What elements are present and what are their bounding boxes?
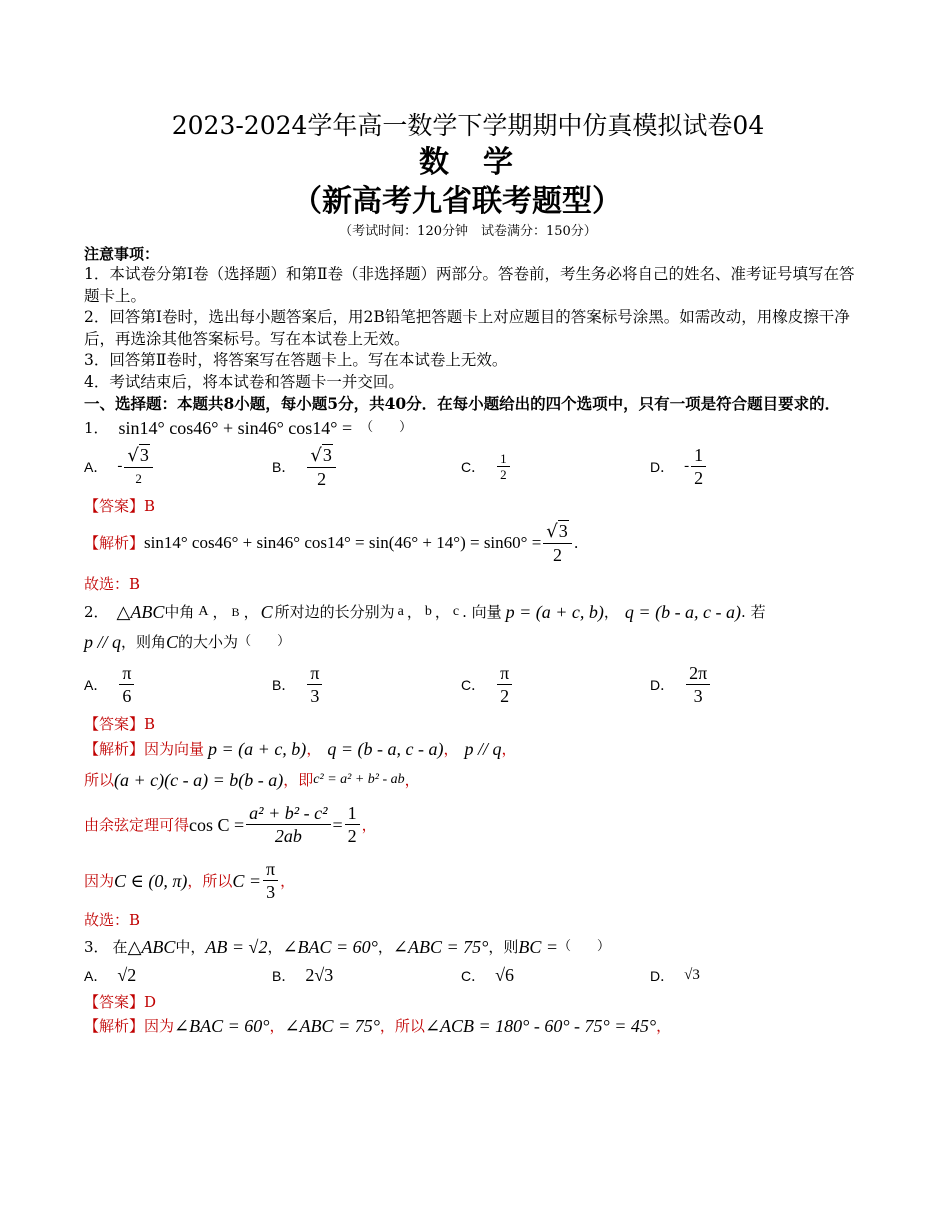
analysis-q2-line2: 所以 (a + c)(c - a) = b(b - a) ， 即 c² = a² + b² - ab ， [84, 769, 420, 790]
option-c: C． $\frac{1}{2}$ [461, 439, 512, 495]
exam-title: 2023-2024学年高一数学下学期期中仿真模拟试卷04 [171, 111, 765, 140]
option-d: D． - $\frac{1}{2}$ [650, 439, 708, 495]
option-b: B． 2√3 [272, 965, 334, 985]
exam-type-title: （新高考九省联考题型） [292, 184, 622, 219]
option-a: A． √2 [84, 965, 137, 985]
question-stem: sin14° cos46° + sin46° cos14° = [118, 417, 353, 438]
question-2: 2． △ABC 中角 A ， B ， C 所对边的长分别为 a ， b ， c . 向量 p = (a + c, b) ， q = (b - a, c - a) . 若 [84, 601, 766, 622]
question-2-cont: p // q ，则角 C 的大小为 （ ） [84, 631, 291, 652]
question-number: 1． [84, 418, 109, 437]
option-b: B． $\frac{\pi}{3}$ [272, 657, 324, 713]
note-item: 4．考试结束后，将本试卷和答题卡一并交回。 [84, 372, 404, 391]
option-a: A． - $\frac{√3}{2}$ [84, 439, 155, 495]
option-a: A． $\frac{\pi}{6}$ [84, 657, 136, 713]
options-q2 [84, 657, 864, 713]
option-d: D． √3 [650, 967, 700, 984]
option-b: B． $\frac{√3}{2}$ [272, 439, 338, 495]
exam-page [84, 108, 864, 1039]
note-item: 2．回答第Ⅰ卷时，选出每小题答案后，用2B铅笔把答题卡上对应题目的答案标号涂黑。如需改动，用橡皮擦干净后，再选涂其他答案标号。写在本试卷上无效。 [84, 308, 850, 348]
conclusion-q1: 故选：B [84, 574, 141, 593]
section-heading: 一、选择题：本题共8小题，每小题5分，共40分．在每小题给出的四个选项中，只有一项是符合题目要求的． [84, 394, 841, 413]
options-q3 [84, 961, 864, 991]
answer-paren: （ ） [360, 419, 413, 435]
analysis-q1: 【解析】 sin14° cos46° + sin46° cos14° = sin(46° + 14°) = sin60° = $\frac{√3}{2}$ . [84, 520, 579, 565]
question-1 [84, 417, 864, 439]
note-item: 1．本试卷分第Ⅰ卷（选择题）和第Ⅱ卷（非选择题）两部分。答卷前，考生务必将自己的姓名、准考证号填写在答题卡上。 [84, 265, 855, 305]
option-c: C． $\frac{\pi}{2}$ [461, 657, 514, 713]
option-d: D． $\frac{2\pi}{3}$ [650, 657, 712, 713]
options-q1 [84, 439, 864, 495]
answer-q2: 【答案】B [84, 714, 156, 733]
question-3: 3． 在 △ABC 中， AB = √2 ， ∠BAC = 60° ， ∠ABC = 75° ，则 BC = （ ） [84, 936, 611, 957]
note-item: 3．回答第Ⅱ卷时，将答案写在答题卡上。写在本试卷上无效。 [84, 351, 508, 369]
conclusion-q2: 故选：B [84, 910, 141, 929]
analysis-q3-line1: 【解析】 因为 ∠BAC = 60° ， ∠ABC = 75° ，所以 ∠ACB = 180° - 60° - 75° = 45° ， [84, 1015, 672, 1036]
answer-q1: 【答案】B [84, 496, 156, 515]
analysis-q2-line1: 【解析】 因为向量 p = (a + c, b) ， q = (b - a, c - a) ， p // q ， [84, 738, 517, 759]
notes-heading: 注意事项： [84, 245, 160, 263]
option-c: C． √6 [461, 965, 515, 985]
analysis-q2-line3: 由余弦定理可得 cos C = $\frac{\text{a² + b² - c²}}{2ab}$ = $\frac{1}{2}$ ， [84, 803, 377, 846]
answer-q3: 【答案】D [84, 992, 157, 1011]
subject-title: 数 学 [419, 145, 515, 180]
analysis-q2-line4: 因为 C ∈ (0, π) ， 所以 C = $\frac{\pi}{3}$ ， [84, 859, 296, 902]
exam-meta: （考试时间：120分钟 试卷满分：150分） [339, 224, 597, 239]
